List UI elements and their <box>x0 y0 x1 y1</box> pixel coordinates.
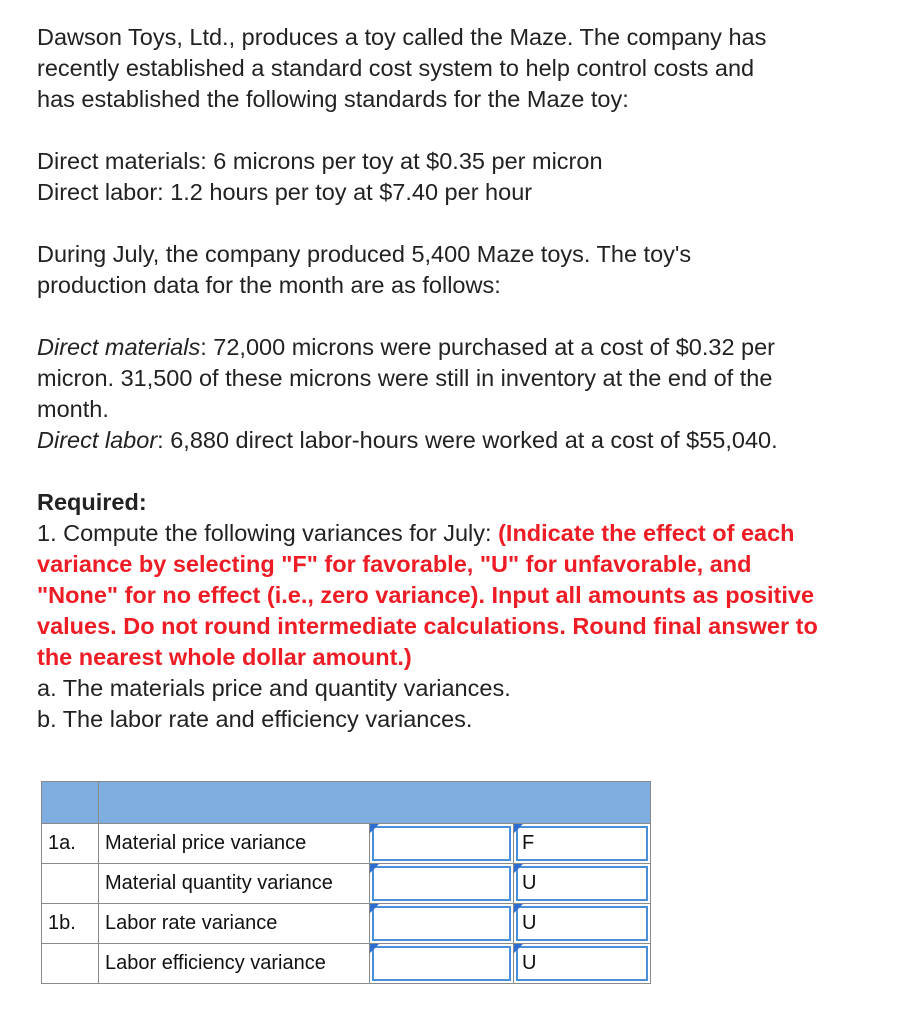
amount-cell <box>370 864 514 904</box>
production-data-paragraph <box>37 332 907 456</box>
labor-rate-amount-input[interactable] <box>372 906 511 941</box>
materials-data-text: : 72,000 microns were purchased at a cost of $0.32 per <box>200 334 776 360</box>
effect-cell <box>514 904 651 944</box>
july-line: During July, the company produced 5,400 Maze toys. The toy's <box>37 241 692 267</box>
part-label <box>42 864 99 904</box>
instruction-text: the nearest whole dollar amount.) <box>37 644 412 670</box>
amount-cell <box>370 944 514 984</box>
intro-paragraph <box>37 22 907 115</box>
instruction-text: (Indicate the effect of each <box>498 520 795 546</box>
variance-answer-table <box>41 781 651 984</box>
material-price-effect-select[interactable]: F <box>516 826 648 861</box>
variance-label: Material price variance <box>99 824 370 864</box>
variance-label: Labor rate variance <box>99 904 370 944</box>
material-quantity-amount-input[interactable] <box>372 866 511 901</box>
table-row <box>42 944 651 984</box>
standard-materials: Direct materials: 6 microns per toy at $0.35 per micron <box>37 148 603 174</box>
labor-efficiency-effect-select[interactable]: U <box>516 946 648 981</box>
materials-data-line <box>37 332 907 363</box>
amount-cell <box>370 824 514 864</box>
labor-rate-effect-select[interactable]: U <box>516 906 648 941</box>
materials-label: Direct materials <box>37 334 201 360</box>
part-label <box>42 944 99 984</box>
material-quantity-effect-select[interactable]: U <box>516 866 648 901</box>
part-label: 1b. <box>42 904 99 944</box>
variance-label: Labor efficiency variance <box>99 944 370 984</box>
material-price-amount-input[interactable] <box>372 826 511 861</box>
instruction-text: values. Do not round intermediate calculations. Round final answer to <box>37 613 818 639</box>
effect-cell <box>514 944 651 984</box>
july-line: production data for the month are as follows: <box>37 272 501 298</box>
effect-cell <box>514 864 651 904</box>
input-flag-icon <box>370 944 379 953</box>
header-cell <box>99 782 651 824</box>
instruction-text: variance by selecting "F" for favorable, "U" for unfavorable, and <box>37 551 752 577</box>
intro-line: recently established a standard cost system to help control costs and <box>37 55 755 81</box>
input-flag-icon <box>514 864 523 873</box>
required-item-1 <box>37 518 907 549</box>
standard-labor: Direct labor: 1.2 hours per toy at $7.40 per hour <box>37 179 533 205</box>
table-header-row <box>42 782 651 824</box>
table-row <box>42 864 651 904</box>
problem-text <box>37 22 907 735</box>
input-flag-icon <box>514 944 523 953</box>
required-item-prefix: 1. Compute the following variances for July: <box>37 520 499 546</box>
sub-item-b: b. The labor rate and efficiency variances. <box>37 706 473 732</box>
variance-label: Material quantity variance <box>99 864 370 904</box>
input-flag-icon <box>514 824 523 833</box>
amount-cell <box>370 904 514 944</box>
july-paragraph <box>37 239 907 301</box>
effect-cell <box>514 824 651 864</box>
labor-label: Direct labor <box>37 427 158 453</box>
required-heading: Required: <box>37 489 147 515</box>
input-flag-icon <box>370 824 379 833</box>
required-paragraph <box>37 487 907 735</box>
labor-data-line <box>37 425 907 456</box>
input-flag-icon <box>370 904 379 913</box>
instruction-text: "None" for no effect (i.e., zero variance). Input all amounts as positive <box>37 582 815 608</box>
labor-efficiency-amount-input[interactable] <box>372 946 511 981</box>
materials-data-line-3: month. <box>37 396 109 422</box>
header-cell <box>42 782 99 824</box>
table-row <box>42 904 651 944</box>
part-label: 1a. <box>42 824 99 864</box>
standards-paragraph <box>37 146 907 208</box>
intro-line: has established the following standards for the Maze toy: <box>37 86 629 112</box>
input-flag-icon <box>514 904 523 913</box>
input-flag-icon <box>370 864 379 873</box>
table-row <box>42 824 651 864</box>
materials-data-line-2: micron. 31,500 of these microns were still in inventory at the end of the <box>37 365 773 391</box>
labor-data-text: : 6,880 direct labor-hours were worked at a cost of $55,040. <box>157 427 778 453</box>
sub-item-a: a. The materials price and quantity variances. <box>37 675 511 701</box>
intro-line: Dawson Toys, Ltd., produces a toy called the Maze. The company has <box>37 24 767 50</box>
